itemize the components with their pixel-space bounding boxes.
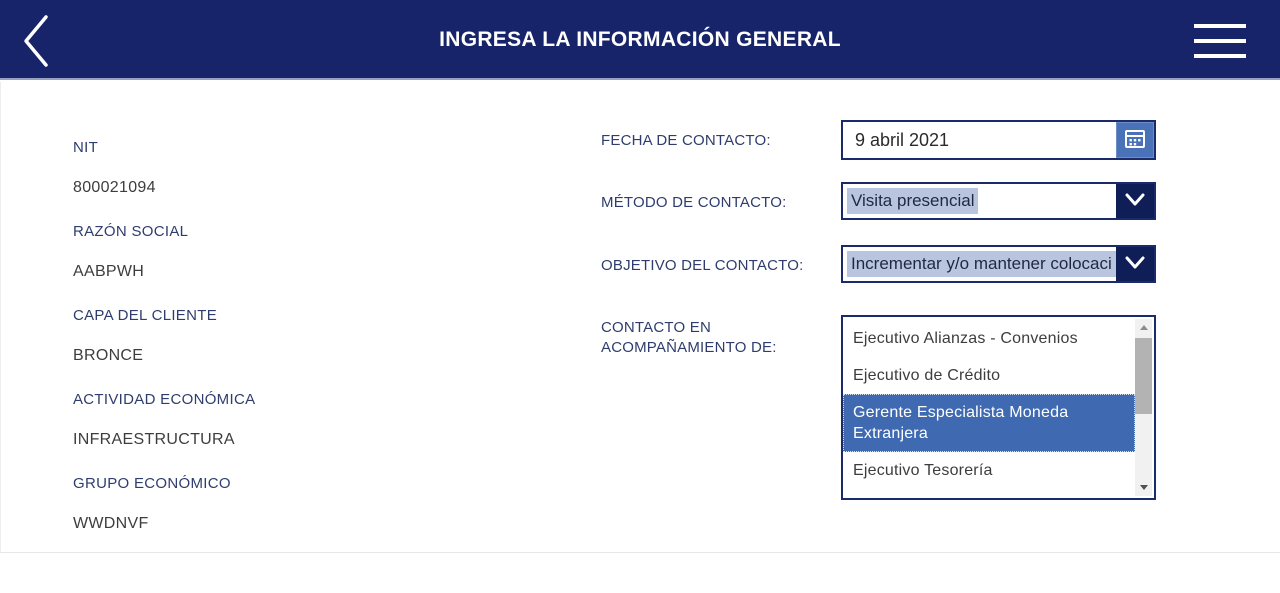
triangle-down-icon [1140,485,1148,490]
chevron-left-icon [18,57,56,72]
metodo-contacto-select[interactable] [841,182,1156,220]
metodo-contacto-label: MÉTODO DE CONTACTO: [601,194,787,211]
razon-social-label: RAZÓN SOCIAL [73,223,189,240]
razon-social-value: AABPWH [73,263,145,280]
grupo-economico-label: GRUPO ECONÓMICO [73,475,231,492]
metodo-contacto-value: Visita presencial [847,188,978,214]
scrollbar-up-arrow[interactable] [1135,319,1152,336]
nit-label: NIT [73,139,99,156]
calendar-icon [1124,128,1146,153]
actividad-economica-value: INFRAESTRUCTURA [73,431,235,448]
fecha-contacto-value: 9 abril 2021 [855,129,950,150]
capa-cliente-label: CAPA DEL CLIENTE [73,307,218,324]
hamburger-icon [1194,24,1246,28]
objetivo-contacto-value: Incrementar y/o mantener colocaci [847,251,1116,277]
actividad-economica-label: ACTIVIDAD ECONÓMICA [73,391,256,408]
list-item[interactable]: Ejecutivo de Crédito [853,367,1001,384]
metodo-dropdown-arrow[interactable] [1116,184,1154,218]
scrollbar-down-arrow[interactable] [1135,479,1152,496]
grupo-economico-value: WWDNVF [73,515,149,532]
acompanamiento-label: CONTACTO EN ACOMPAÑAMIENTO DE: [601,319,777,356]
capa-cliente-value: BRONCE [73,347,144,364]
objetivo-contacto-label: OBJETIVO DEL CONTACTO: [601,257,804,274]
acompanamiento-listbox [841,315,1156,500]
listbox-options [843,320,1135,489]
list-item[interactable]: Ejecutivo Alianzas - Convenios [853,330,1078,347]
objetivo-dropdown-arrow[interactable] [1116,247,1154,281]
menu-button[interactable] [1194,24,1246,58]
page-title: INGRESA LA INFORMACIÓN GENERAL [439,28,841,51]
calendar-button[interactable] [1116,122,1154,158]
fecha-contacto-label: FECHA DE CONTACTO: [601,132,771,149]
fecha-contacto-input[interactable] [841,120,1156,160]
listbox-scrollbar[interactable] [1135,319,1152,496]
scrollbar-thumb[interactable] [1135,338,1152,414]
triangle-up-icon [1140,325,1148,330]
nit-value: 800021094 [73,179,156,196]
client-info-panel [73,138,493,558]
header-bar [0,0,1280,80]
list-item[interactable]: Ejecutivo Tesorería [853,462,993,479]
main-content [0,82,1280,553]
list-item-selected[interactable]: Gerente Especialista Moneda Extranjera [843,394,1135,452]
chevron-down-icon [1124,256,1146,273]
objetivo-contacto-select[interactable] [841,245,1156,283]
chevron-down-icon [1124,193,1146,210]
